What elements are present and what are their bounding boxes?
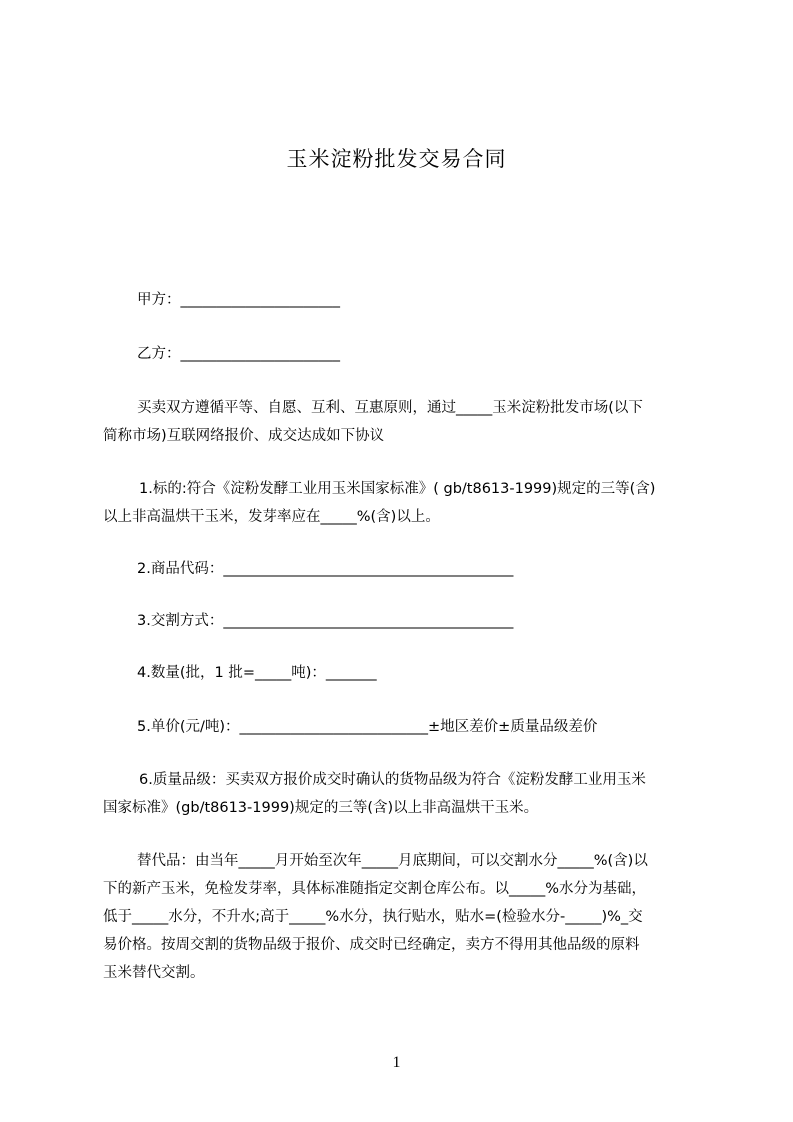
- document-title: 玉米淀粉批发交易合同: [286, 147, 507, 171]
- substitute-line-1: 替代品：由当年_____月开始至次年_____月底期间，可以交割水分_____%(含)以: [137, 853, 648, 869]
- clause2-line: 2.商品代码：________________________________________: [137, 561, 514, 577]
- clause3-line: 3.交割方式：________________________________________: [137, 613, 514, 629]
- clause1-line-2: 以上非高温烘干玉米，发芽率应在_____%(含)以上。: [103, 509, 440, 525]
- page-number: 1: [392, 1054, 401, 1071]
- intro-line-2: 简称市场)互联网络报价、成交达成如下协议: [103, 428, 385, 444]
- substitute-line-4: 易价格。按周交割的货物品级于报价、成交时已经确定，卖方不得用其他品级的原料: [103, 937, 640, 953]
- clause6-line-1: 6.质量品级：买卖双方报价成交时确认的货物品级为符合《淀粉发酵工业用玉米: [139, 772, 646, 788]
- substitute-line-2: 下的新产玉米，免检发芽率，具体标准随指定交割仓库公布。以_____%水分为基础，: [103, 881, 647, 897]
- party-b-line: 乙方：______________________: [137, 346, 340, 362]
- party-a-line: 甲方：______________________: [137, 292, 340, 308]
- clause5-line: 5.单价(元/吨)：__________________________±地区差价±质量品级差价: [137, 719, 598, 735]
- intro-line-1: 买卖双方遵循平等、自愿、互利、互惠原则，通过_____玉米淀粉批发市场(以下: [137, 400, 643, 416]
- substitute-line-3: 低于_____水分，不升水;高于_____%水分，执行贴水，贴水=(检验水分-_____)%_交: [103, 909, 643, 925]
- clause6-line-2: 国家标准》(gb/t8613-1999)规定的三等(含)以上非高温烘干玉米。: [103, 800, 539, 816]
- clause4-line: 4.数量(批，1 批=_____吨)：_______: [137, 665, 377, 681]
- clause1-line-1: 1.标的:符合《淀粉发酵工业用玉米国家标准》( gb/t8613-1999)规定的三等(含): [139, 481, 656, 497]
- substitute-line-5: 玉米替代交割。: [103, 965, 205, 981]
